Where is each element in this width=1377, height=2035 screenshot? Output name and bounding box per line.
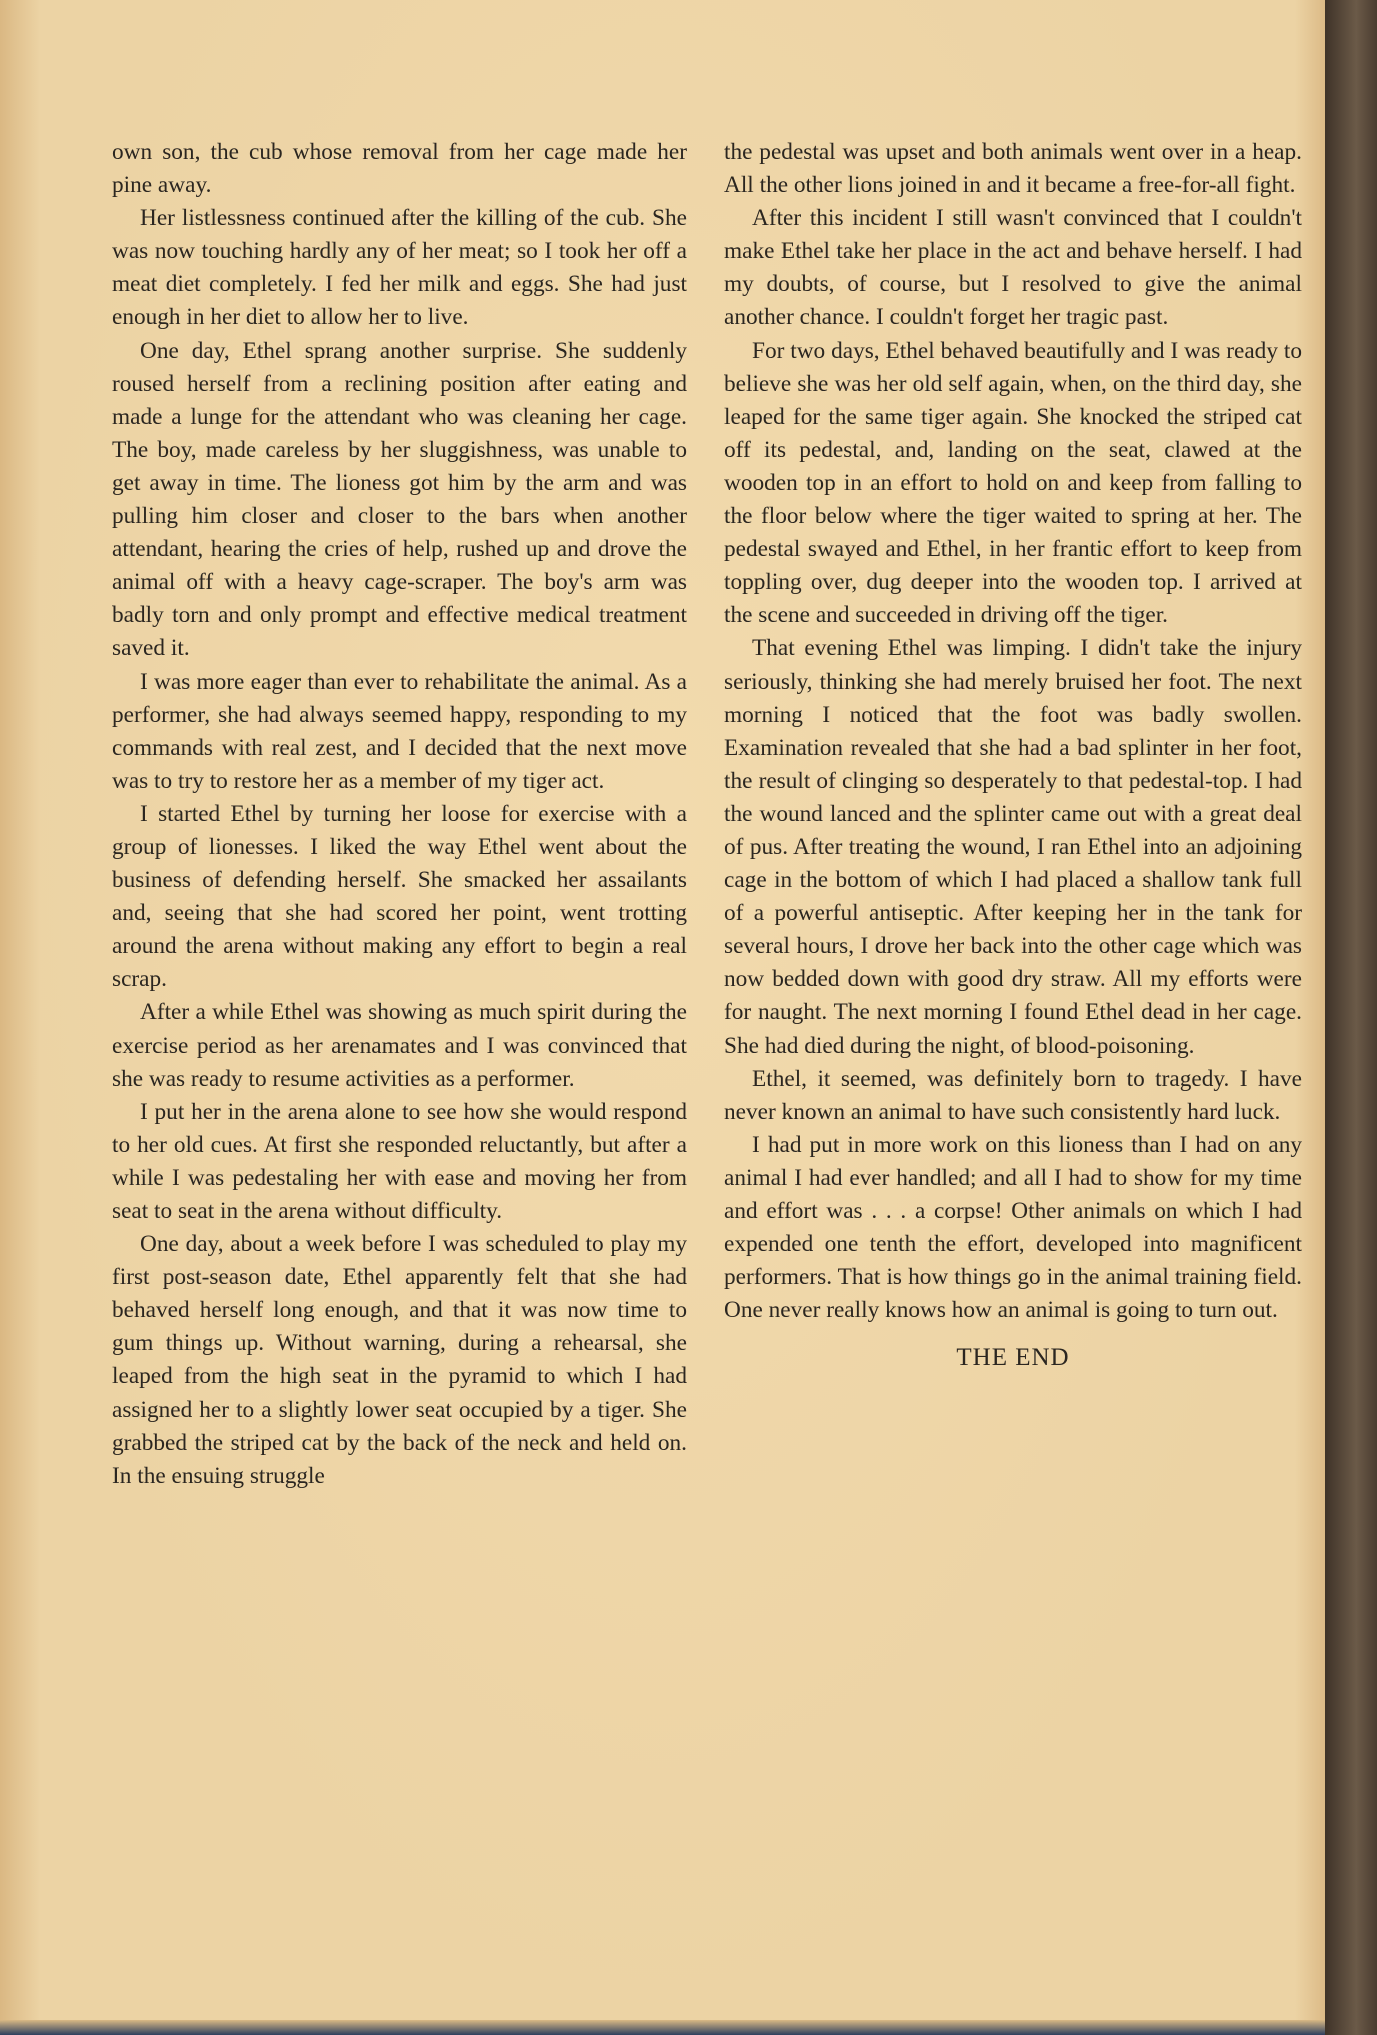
left-column [112,136,687,1493]
page-binding-edge [1325,0,1377,2035]
the-end-label: THE END [956,1344,1070,1372]
page-bottom-edge [0,2020,1325,2035]
right-column [724,136,1302,1374]
paragraph: One day, Ethel sprang another surprise. She suddenly roused herself from a reclining position after eating and made a lunge for the attendant who was cleaning her cage. The boy, made careless by her sluggishness, was unable to get away in time. The lioness got him by the arm and was pulling him closer and closer to the bars when another attendant, hearing the cries of help, rushed up and drove the animal off with a heavy cage-scraper. The boy's arm was badly torn and only prompt and effective medical treatment saved it. [112,337,687,662]
paragraph: own son, the cub whose removal from her cage made her pine away. [112,139,687,199]
paragraph: Ethel, it seemed, was definitely born to tragedy. I have never known an animal to have such consistently hard luck. [724,1065,1302,1125]
paragraph: I was more eager than ever to rehabilitate the animal. As a performer, she had always seemed happy, responding to my commands with real zest, and I decided that the next move was to try to restore her as a member of my tiger act. [112,668,687,794]
paragraph: I started Ethel by turning her loose for exercise with a group of lionesses. I liked the way Ethel went about the business of defending herself. She smacked her assailants and, seeing that she had scored her point, went trotting around the arena without making any effort to begin a real scrap. [112,800,687,993]
paragraph: the pedestal was upset and both animals went over in a heap. All the other lions joined in and it became a free-for-all fight. [724,139,1302,199]
paragraph: I had put in more work on this lioness than I had on any animal I had ever handled; and all I had to show for my time and effort was . . . a corpse! Other animals on which I had expended one tenth the effort, developed into magnificent performers. That is how things go in the animal training field. One never really knows how an animal is going to turn out. [724,1131,1302,1324]
paragraph: After a while Ethel was showing as much spirit during the exercise period as her arenamates and I was convinced that she was ready to resume activities as a performer. [112,999,687,1092]
paragraph: I put her in the arena alone to see how she would respond to her old cues. At first she responded reluctantly, but after a while I was pedestaling her with ease and moving her from seat to seat in the arena without difficulty. [112,1098,687,1224]
paragraph: One day, about a week before I was scheduled to play my first post-season date, Ethel apparently felt that she had behaved herself long enough, and that it was now time to gum things up. Without warning, during a rehearsal, she leaped from the high seat in the pyramid to which I had assigned her to a slightly lower seat occupied by a tiger. She grabbed the striped cat by the back of the neck and held on. In the ensuing struggle [112,1231,687,1489]
paragraph: That evening Ethel was limping. I didn't take the injury seriously, thinking she had merely bruised her foot. The next morning I noticed that the foot was badly swollen. Examination revealed that she had a bad splinter in her foot, the result of clinging so desperately to that pedestal-top. I had the wound lanced and the splinter came out with a great deal of pus. After treating the wound, I ran Ethel into an adjoining cage in the bottom of which I had placed a shallow tank full of a powerful antiseptic. After keeping her in the tank for several hours, I drove her back into the other cage which was now bedded down with good dry straw. All my efforts were for naught. The next morning I found Ethel dead in her cage. She had died during the night, of blood-poisoning. [724,635,1302,1059]
paragraph: For two days, Ethel behaved beautifully and I was ready to believe she was her old self again, when, on the third day, she leaped for the same tiger again. She knocked the striped cat off its pedestal, and, landing on the seat, clawed at the wooden top in an effort to hold on and keep from falling to the floor below where the tiger waited to spring at her. The pedestal swayed and Ethel, in her frantic effort to keep from toppling over, dug deeper into the wooden top. I arrived at the scene and succeeded in driving off the tiger. [724,337,1302,629]
paragraph: After this incident I still wasn't convinced that I couldn't make Ethel take her place in the act and behave herself. I had my doubts, of course, but I resolved to give the animal another chance. I couldn't forget her tragic past. [724,205,1302,331]
paragraph: Her listlessness continued after the killing of the cub. She was now touching hardly any of her meat; so I took her off a meat diet completely. I fed her milk and eggs. She had just enough in her diet to allow her to live. [112,205,687,331]
